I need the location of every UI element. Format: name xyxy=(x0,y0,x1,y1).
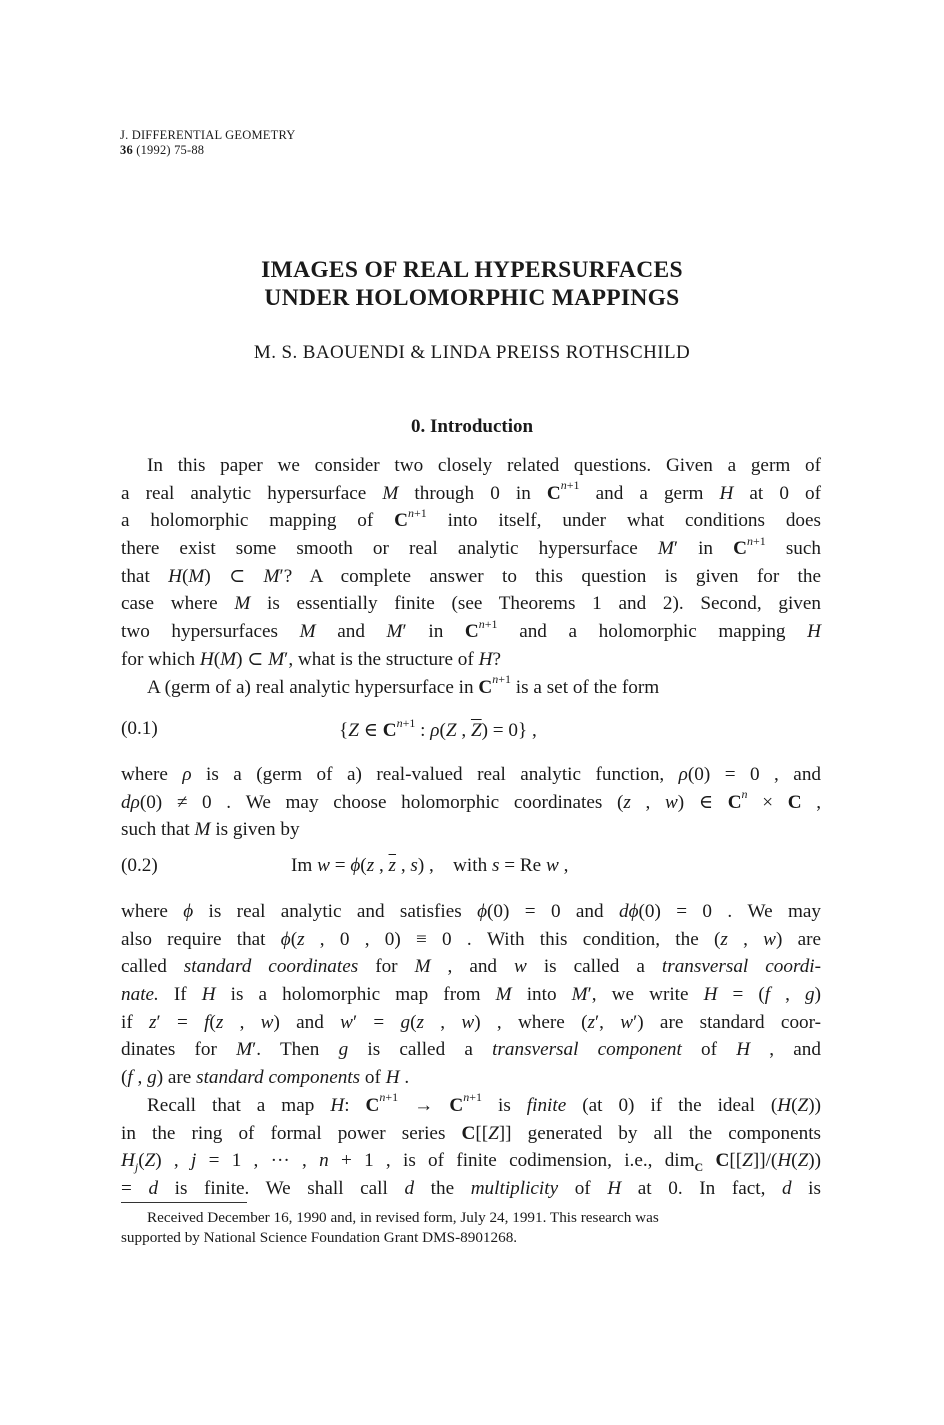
intro-paragraph-2: where ρ is a (germ of a) real-valued real analytic function, ρ(0) = 0 , and dρ(0) ≠ 0 . We may choose holomorphic coordinates (z , w) ∈ $C^n \times C$ , such that M is given by xyxy=(121,764,822,841)
equation-0-2: (0.2) Im w = ϕ(z , $\overline{z}$ , s) , with s = Re w , xyxy=(121,855,569,876)
footnote-line-2: supported by National Science Foundation Grant DMS-8901268. xyxy=(121,1229,518,1246)
journal-pages: (1992) 75-88 xyxy=(136,143,205,157)
journal-volume: 36 xyxy=(120,143,133,157)
intro-paragraph-1: In this paper we consider two closely related questions. Given a germ of a real analytic hypersurface M through 0 in $C^{n+1}$ and a germ H at 0 of a holomorphic mapping of $C^{n+1}$ into itself, under what conditions does there exist some smooth or real analytic hypersurface M′ in $C^{n+1}$ such that H(M) ⊂ M′? A complete answer to this question is given for the case where M is essentially finite (see Theorems 1 and 2). Second, given two hypersurfaces M and M′ in $C^{n+1}$ and a holomorphic mapping H for which H(M) ⊂ M′, what is the structure of H? A (germ of a) real analytic hypersurface in $C^{n+1}$ is a set of the form xyxy=(121,455,822,698)
footnote-line-1: Received December 16, 1990 and, in revised form, July 24, 1991. This research was xyxy=(147,1209,659,1226)
footnote-rule xyxy=(121,1202,247,1203)
title-line-2: UNDER HOLOMORPHIC MAPPINGS xyxy=(264,285,680,311)
equation-number-0-2: (0.2) xyxy=(121,855,158,876)
equation-number-0-1: (0.1) xyxy=(121,718,158,739)
journal-header xyxy=(120,128,296,158)
equation-0-1: (0.1) {Z ∈ $C^{n+1}$ : ρ(Z , $\overline{Z}) = 0$} , xyxy=(121,715,537,741)
journal-name: J. DIFFERENTIAL GEOMETRY xyxy=(120,128,296,142)
section-heading: 0. Introduction xyxy=(410,416,534,437)
paper-title xyxy=(0,256,944,312)
journal-volume-line xyxy=(120,143,296,158)
title-line-1: IMAGES OF REAL HYPERSURFACES xyxy=(261,257,683,283)
footnote xyxy=(121,1208,821,1248)
intro-paragraph-3: where ϕ is real analytic and satisfies ϕ(0) = 0 and dϕ(0) = 0 . We may also require that ϕ(z , 0 , 0) ≡ 0 . With this condition, the (z , w) are called standard coordinates for M , and w is called a transversal coordi- nate. If H is a holomorphic map from M into M′, we write H = (f , g) if z′ = f(z , w) and w′ = g(z , w) , where (z′, w′) are standard coor- dinates for M′. Then g is called a transversal component of H , and (f , g) are standard components of H . Recall that a map H: $C^{n+1} \to C^{n+1}$ is finite (at 0) if the ideal (H(Z)) in the ring of formal power series C[[Z]] generated by all the components $H_j(Z)$ , j = 1 , ··· , n + 1 , is of finite codimension, i.e., dim$_C$ C[[Z]]/(H(Z)) = d is finite. We shall call d the multiplicity of H at 0. In fact, d is xyxy=(121,901,822,1199)
paper-authors: M. S. BAOUENDI & LINDA PREISS ROTHSCHILD xyxy=(253,342,691,363)
